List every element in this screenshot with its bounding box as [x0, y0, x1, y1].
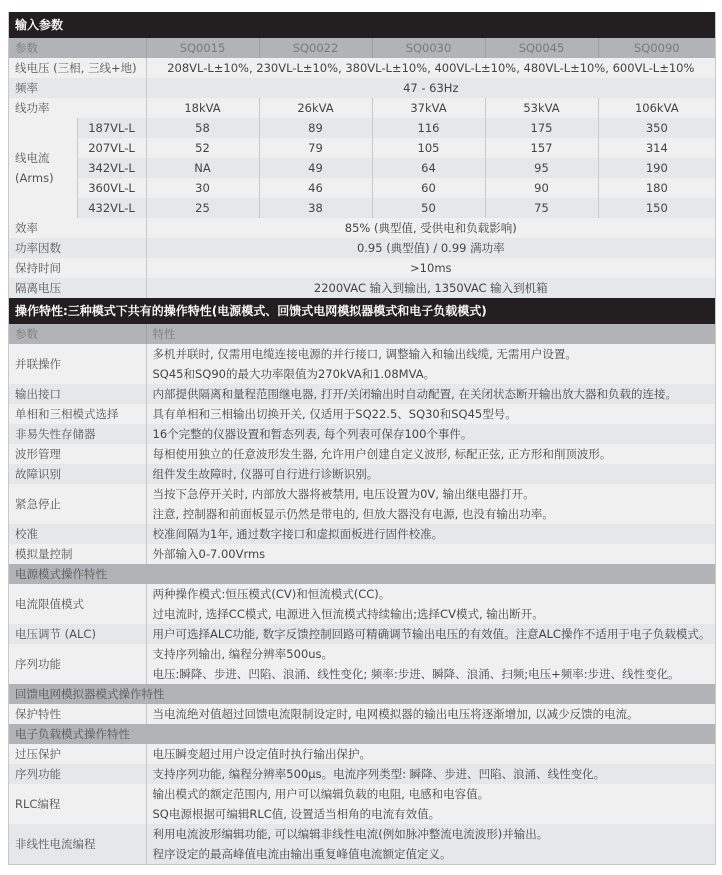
header-model: SQ0045	[485, 38, 598, 58]
row-label: 线电压 (三相, 三线+地)	[9, 58, 146, 78]
header-feature: 特性	[146, 324, 715, 344]
table-row	[9, 424, 715, 444]
row-value: 47 - 63Hz	[146, 78, 715, 98]
table-row	[9, 384, 715, 404]
voltage-label: 432VL-L	[77, 198, 146, 218]
section-title-input: 输入参数	[9, 12, 715, 38]
row-value: >10ms	[146, 258, 715, 278]
row-label: 功率因数	[9, 238, 146, 258]
row-label: RLC编程	[9, 784, 146, 824]
row-label: 故障识别	[9, 464, 146, 484]
feature-line: 注意, 控制器和前面板显示仍然是带电的, 但放大器没有电源, 也没有输出功率。	[152, 507, 554, 521]
row-label: 波形管理	[9, 444, 146, 464]
cell-value: 190	[598, 158, 715, 178]
row-value: 208VL-L±10%, 230VL-L±10%, 380VL-L±10%, 400VL-L±10%, 480VL-L±10%, 600VL-L±10%	[146, 58, 715, 78]
section-title-power-mode: 电源模式操作特性	[9, 564, 715, 584]
row-value: 85% (典型值, 受供电和负载影响)	[146, 218, 715, 238]
row-label: 保持时间	[9, 258, 146, 278]
header-param: 参数	[9, 324, 146, 344]
feature-line: 利用电流波形编辑功能, 可以编辑非线性电流(例如脉冲整流电流波形)并输出。	[152, 827, 549, 841]
table-row	[9, 704, 715, 724]
row-value	[146, 784, 715, 824]
row-label: 序列功能	[9, 644, 146, 684]
feature-line: 输出模式的额定范围内, 用户可以编辑负载的电阻, 电感和电容值。	[152, 787, 490, 801]
cell-value: 50	[372, 198, 485, 218]
cell-value: NA	[146, 158, 259, 178]
row-label: 非易失性存储器	[9, 424, 146, 444]
header-param: 参数	[9, 38, 146, 58]
table-row	[9, 464, 715, 484]
row-label: 保护特性	[9, 704, 146, 724]
feature-line: 两种操作模式:恒压模式(CV)和恒流模式(CC)。	[152, 587, 391, 601]
table-row	[9, 484, 715, 524]
header-model: SQ0090	[598, 38, 715, 58]
row-value	[146, 584, 715, 624]
table-row	[9, 624, 715, 644]
table-row	[9, 344, 715, 384]
section-title-row	[9, 12, 715, 38]
row-label: 模拟量控制	[9, 544, 146, 564]
feature-line: 电压:瞬降、步进、凹陷、浪涌、线性变化; 频率:步进、瞬降、浪涌、扫频;电压+频率:步进、线性变化。	[152, 667, 680, 681]
section-title-ops: 操作特性:三种模式下共有的操作特性(电源模式、回馈式电网模拟器模式和电子负载模式)	[9, 298, 715, 324]
cell-value: 157	[485, 138, 598, 158]
cell-value: 30	[146, 178, 259, 198]
row-value: 用户可选择ALC功能, 数字反馈控制回路可精确调节输出电压的有效值。注意ALC操作不适用于电子负载模式。	[146, 624, 715, 644]
row-label: 紧急停止	[9, 484, 146, 524]
table-row	[9, 258, 715, 278]
header-row	[9, 38, 715, 58]
cell-value: 180	[598, 178, 715, 198]
table-row	[9, 138, 715, 158]
row-value	[146, 484, 715, 524]
table-row	[9, 118, 715, 138]
cell-value: 53kVA	[485, 98, 598, 118]
voltage-label: 187VL-L	[77, 118, 146, 138]
table-row	[9, 824, 715, 864]
row-label: 单相和三相模式选择	[9, 404, 146, 424]
header-model: SQ0022	[259, 38, 372, 58]
table-row	[9, 524, 715, 544]
row-label: 过压保护	[9, 744, 146, 764]
row-value: 支持序列功能, 编程分辨率500μs。电流序列类型: 瞬降、步进、凹陷、浪涌、线性变化。	[146, 764, 715, 784]
feature-line: 过电流时, 选择CC模式, 电源进入恒流模式持续输出;选择CV模式, 输出断开。	[152, 607, 544, 621]
row-label: 并联操作	[9, 344, 146, 384]
row-label: 电流限值模式	[9, 584, 146, 624]
row-label: 频率	[9, 78, 146, 98]
cell-value: 79	[259, 138, 372, 158]
feature-line: 当按下急停开关时, 内部放大器将被禁用, 电压设置为0V, 输出继电器打开。	[152, 487, 535, 501]
cell-value: 58	[146, 118, 259, 138]
table-row	[9, 584, 715, 624]
row-value: 2200VAC 输入到输出, 1350VAC 输入到机箱	[146, 278, 715, 298]
cell-value: 350	[598, 118, 715, 138]
header-model: SQ0015	[146, 38, 259, 58]
row-label: 非线性电流编程	[9, 824, 146, 864]
section-title-row	[9, 724, 715, 744]
row-value: 0.95 (典型值) / 0.99 满功率	[146, 238, 715, 258]
row-value	[146, 644, 715, 684]
row-value: 每相使用独立的任意波形发生器, 允许用户创建自定义波形, 标配正弦, 正方形和削顶波形。	[146, 444, 715, 464]
table-row	[9, 764, 715, 784]
table-row	[9, 98, 715, 118]
feature-line: 多机并联时, 仅需用电缆连接电源的并行接口, 调整输入和输出线缆, 无需用户设置。	[152, 347, 577, 361]
cell-value: 89	[259, 118, 372, 138]
cell-value: 90	[485, 178, 598, 198]
feature-line: 支持序列输出, 编程分辨率500us。	[152, 647, 334, 661]
section-title-row	[9, 684, 715, 704]
row-label: 线功率	[9, 98, 146, 118]
row-value: 具有单相和三相输出切换开关, 仅适用于SQ22.5、SQ30和SQ45型号。	[146, 404, 715, 424]
operating-features-table	[9, 298, 715, 864]
cell-value: 18kVA	[146, 98, 259, 118]
section-title-row	[9, 564, 715, 584]
row-value: 当电流绝对值超过回馈电流限制设定时, 电网模拟器的输出电压将逐渐增加, 以减少反馈的电流。	[146, 704, 715, 724]
voltage-label: 360VL-L	[77, 178, 146, 198]
cell-value: 116	[372, 118, 485, 138]
cell-value: 64	[372, 158, 485, 178]
cell-value: 25	[146, 198, 259, 218]
section-title-eload: 电子负载模式操作特性	[9, 724, 715, 744]
row-value	[146, 344, 715, 384]
table-row	[9, 444, 715, 464]
spec-table-container	[8, 12, 716, 865]
table-row	[9, 218, 715, 238]
header-model: SQ0030	[372, 38, 485, 58]
feature-line: SQ45和SQ90的最大功率限值为270kVA和1.08MVA。	[152, 367, 436, 381]
cell-value: 46	[259, 178, 372, 198]
cell-value: 75	[485, 198, 598, 218]
table-row	[9, 784, 715, 824]
row-value: 电压瞬变超过用户设定值时执行输出保护。	[146, 744, 715, 764]
row-label: 校准	[9, 524, 146, 544]
cell-value: 26kVA	[259, 98, 372, 118]
section-title-row	[9, 298, 715, 324]
feature-line: 程序设定的最高峰值电流由输出重复峰值电流额定值定义。	[152, 847, 452, 861]
cell-value: 38	[259, 198, 372, 218]
table-row	[9, 178, 715, 198]
row-value: 外部输入0-7.00Vrms	[146, 544, 715, 564]
row-value: 16个完整的仪器设置和暂态列表, 每个列表可保存100个事件。	[146, 424, 715, 444]
row-label: 隔离电压	[9, 278, 146, 298]
table-row	[9, 238, 715, 258]
row-value: 校准间隔为1年, 通过数字接口和虚拟面板进行固件校准。	[146, 524, 715, 544]
table-row	[9, 278, 715, 298]
cell-value: 175	[485, 118, 598, 138]
cell-value: 106kVA	[598, 98, 715, 118]
row-label: 序列功能	[9, 764, 146, 784]
feature-line: SQ电源根据可编辑RLC值, 设置适当相角的电流有效值。	[152, 807, 441, 821]
row-label: 电压调节 (ALC)	[9, 624, 146, 644]
row-value: 内部提供隔离和量程范围继电器, 打开/关闭输出时自动配置, 在关闭状态断开输出放大器和负载的连接。	[146, 384, 715, 404]
row-label-line-current	[9, 118, 77, 218]
header-row	[9, 324, 715, 344]
cell-value: 314	[598, 138, 715, 158]
voltage-label: 207VL-L	[77, 138, 146, 158]
cell-value: 95	[485, 158, 598, 178]
table-row	[9, 198, 715, 218]
table-row	[9, 644, 715, 684]
line-current-unit: (Arms)	[15, 171, 54, 185]
row-value	[146, 824, 715, 864]
input-params-table	[9, 12, 715, 298]
table-row	[9, 158, 715, 178]
cell-value: 105	[372, 138, 485, 158]
cell-value: 52	[146, 138, 259, 158]
cell-value: 49	[259, 158, 372, 178]
table-row	[9, 544, 715, 564]
table-row	[9, 744, 715, 764]
table-row	[9, 78, 715, 98]
cell-value: 150	[598, 198, 715, 218]
cell-value: 60	[372, 178, 485, 198]
table-row	[9, 58, 715, 78]
row-label: 效率	[9, 218, 146, 238]
voltage-label: 342VL-L	[77, 158, 146, 178]
row-value: 组件发生故障时, 仪器可自行进行诊断识别。	[146, 464, 715, 484]
table-row	[9, 404, 715, 424]
section-title-grid-sim: 回馈电网模拟器模式操作特性	[9, 684, 715, 704]
cell-value: 37kVA	[372, 98, 485, 118]
row-label: 输出接口	[9, 384, 146, 404]
line-current-label: 线电流	[15, 151, 50, 165]
